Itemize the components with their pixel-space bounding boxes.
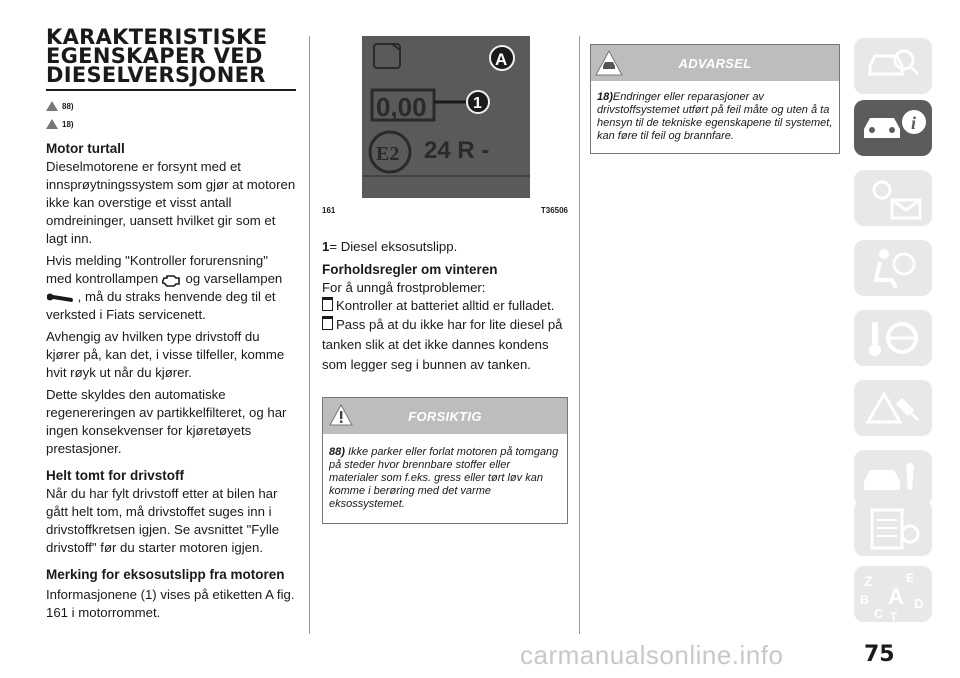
column-divider bbox=[309, 36, 310, 634]
index-letter: E bbox=[906, 571, 915, 585]
bullet-checkbox-icon bbox=[322, 297, 333, 311]
reference-caution-label: 88) bbox=[62, 101, 74, 111]
paragraph-turtall: Dieselmotorene er forsynt med et innsprøytningssystem som gjør at motoren ikke kan overstige et visst antall omdreininger, uansett hvilket gir som et lagt inn. bbox=[46, 159, 296, 246]
emission-label-illustration bbox=[362, 36, 530, 198]
caution-header bbox=[323, 398, 567, 434]
label-value: 0,00 bbox=[376, 92, 427, 122]
tab-car-search[interactable] bbox=[854, 38, 932, 94]
tab-maintenance[interactable] bbox=[854, 450, 932, 506]
heading-tomt: Helt tomt for drivstoff bbox=[46, 468, 184, 483]
index-letter: D bbox=[914, 596, 924, 611]
tab-technical-data[interactable] bbox=[854, 500, 932, 556]
legend-text: = Diesel eksosutslipp. bbox=[329, 239, 458, 254]
car-warning-icon bbox=[595, 50, 623, 76]
reference-warning-label: 18) bbox=[62, 119, 74, 129]
tab-emergency[interactable] bbox=[854, 380, 932, 436]
paragraph-regenerering: Dette skyldes den automatiske regenereringen av partikkelfilteret, og har ingen konsekvenser for kjøretøyets prestasjoner. bbox=[46, 387, 287, 456]
warning-light-icon bbox=[854, 170, 932, 226]
callout-1: 1 bbox=[473, 95, 482, 112]
index-letter: C bbox=[874, 606, 884, 621]
paragraph-tomt: Når du har fylt drivstoff etter at bilen har gått helt tom, må drivstoffet suges inn i drivstoffkretsen igjen. Se avsnittet "Fylle drivstoff" før du starter motoren igjen. bbox=[46, 486, 280, 555]
reference-warning bbox=[46, 119, 296, 129]
heading-merking: Merking for eksosutslipp fra motoren bbox=[46, 567, 285, 582]
winter-intro: For å unngå frostproblemer: bbox=[322, 280, 486, 295]
technical-data-icon bbox=[854, 500, 932, 556]
tab-warning-lights[interactable] bbox=[854, 170, 932, 226]
right-column bbox=[590, 44, 840, 154]
car-service-icon bbox=[854, 450, 932, 506]
index-letter: B bbox=[860, 593, 869, 607]
engine-check-icon bbox=[162, 273, 182, 287]
car-search-icon bbox=[854, 38, 932, 94]
callout-a: A bbox=[495, 50, 508, 69]
caution-box bbox=[322, 397, 568, 524]
caution-ref: 88) bbox=[329, 446, 345, 458]
label-code: 24 R - bbox=[424, 137, 490, 164]
watermark: carmanualsonline.info bbox=[520, 640, 784, 670]
reference-caution bbox=[46, 101, 296, 111]
warning-triangle-icon bbox=[46, 119, 58, 129]
legend-1 bbox=[322, 238, 568, 256]
index-icon bbox=[854, 566, 932, 622]
warning-body bbox=[591, 81, 839, 153]
caution-triangle-icon bbox=[329, 404, 353, 426]
tab-driving[interactable] bbox=[854, 310, 932, 366]
bullet-item bbox=[322, 315, 568, 375]
car-info-icon bbox=[854, 100, 932, 156]
svg-text:i: i bbox=[911, 113, 917, 133]
service-wrench-icon bbox=[46, 292, 74, 304]
bullet-item bbox=[322, 297, 568, 315]
heading-vinter: Forholdsregler om vinteren bbox=[322, 262, 498, 277]
index-letter: Z bbox=[864, 573, 873, 589]
caution-body bbox=[323, 434, 567, 523]
seat-airbag-icon bbox=[854, 240, 932, 296]
breakdown-icon bbox=[854, 380, 932, 436]
tab-index[interactable] bbox=[854, 566, 932, 622]
caution-label: FORSIKTIG bbox=[408, 408, 482, 424]
warning-text: Endringer eller reparasjoner av drivstoffsystemet utført på feil måte og uten å ta hensyn til de tekniske egenskapene til systemet, kan føre til feil og brannfare. bbox=[597, 91, 833, 142]
figure-code: T36506 bbox=[540, 206, 568, 215]
tab-car-info[interactable] bbox=[854, 100, 932, 156]
heading-motor-turtall: Motor turtall bbox=[46, 141, 125, 156]
bullet-text: Kontroller at batteriet alltid er fulladet. bbox=[336, 298, 555, 313]
warning-ref: 18) bbox=[597, 91, 613, 103]
caution-text: Ikke parker eller forlat motoren på tomgang på steder hvor brennbare stoffer eller materialer som f.eks. gress eller tørt løv kan komme i berøring med det varme eksossystemet. bbox=[329, 446, 559, 510]
figure-caption bbox=[322, 206, 568, 215]
kontroller-text-b: og varsellampen bbox=[185, 271, 283, 286]
index-letter: A bbox=[888, 584, 904, 609]
column-divider bbox=[579, 36, 580, 634]
bullet-text: Pass på at du ikke har for lite diesel på tanken slik at det ikke dannes kondens som legger seg i bunnen av tanken. bbox=[322, 317, 563, 372]
index-letter: T bbox=[890, 610, 898, 622]
legend-number: 1 bbox=[322, 239, 330, 254]
warning-header bbox=[591, 45, 839, 81]
figure-number: 161 bbox=[322, 206, 336, 215]
paragraph-royk: Avhengig av hvilken type drivstoff du kjører på, kan det, i visse tilfeller, komme hvit røyk ut når du kjører. bbox=[46, 329, 285, 380]
bullet-checkbox-icon bbox=[322, 316, 333, 330]
page-number: 75 bbox=[864, 642, 895, 667]
tab-safety[interactable] bbox=[854, 240, 932, 296]
warning-label: ADVARSEL bbox=[678, 55, 752, 71]
warning-box bbox=[590, 44, 840, 154]
kontroller-text-a: Hvis melding "Kontroller forurensning" med kontrollampen bbox=[46, 253, 268, 286]
paragraph-kontroller bbox=[46, 252, 296, 324]
paragraph-merking: Informasjonene (1) vises på etiketten A fig. 161 i motorrommet. bbox=[46, 587, 295, 620]
steering-wheel-icon bbox=[854, 310, 932, 366]
left-column bbox=[46, 0, 296, 626]
kontroller-text-c: , må du straks henvende deg til et verksted i Fiats servicenett. bbox=[46, 289, 276, 322]
figure-161-photo bbox=[362, 36, 530, 198]
middle-column bbox=[322, 238, 568, 524]
title-rule bbox=[46, 89, 296, 91]
caution-triangle-icon bbox=[46, 101, 58, 111]
page-title: KARAKTERISTISKE EGENSKAPER VED DIESELVERSJONER bbox=[46, 25, 268, 87]
e-mark: E2 bbox=[376, 143, 400, 165]
